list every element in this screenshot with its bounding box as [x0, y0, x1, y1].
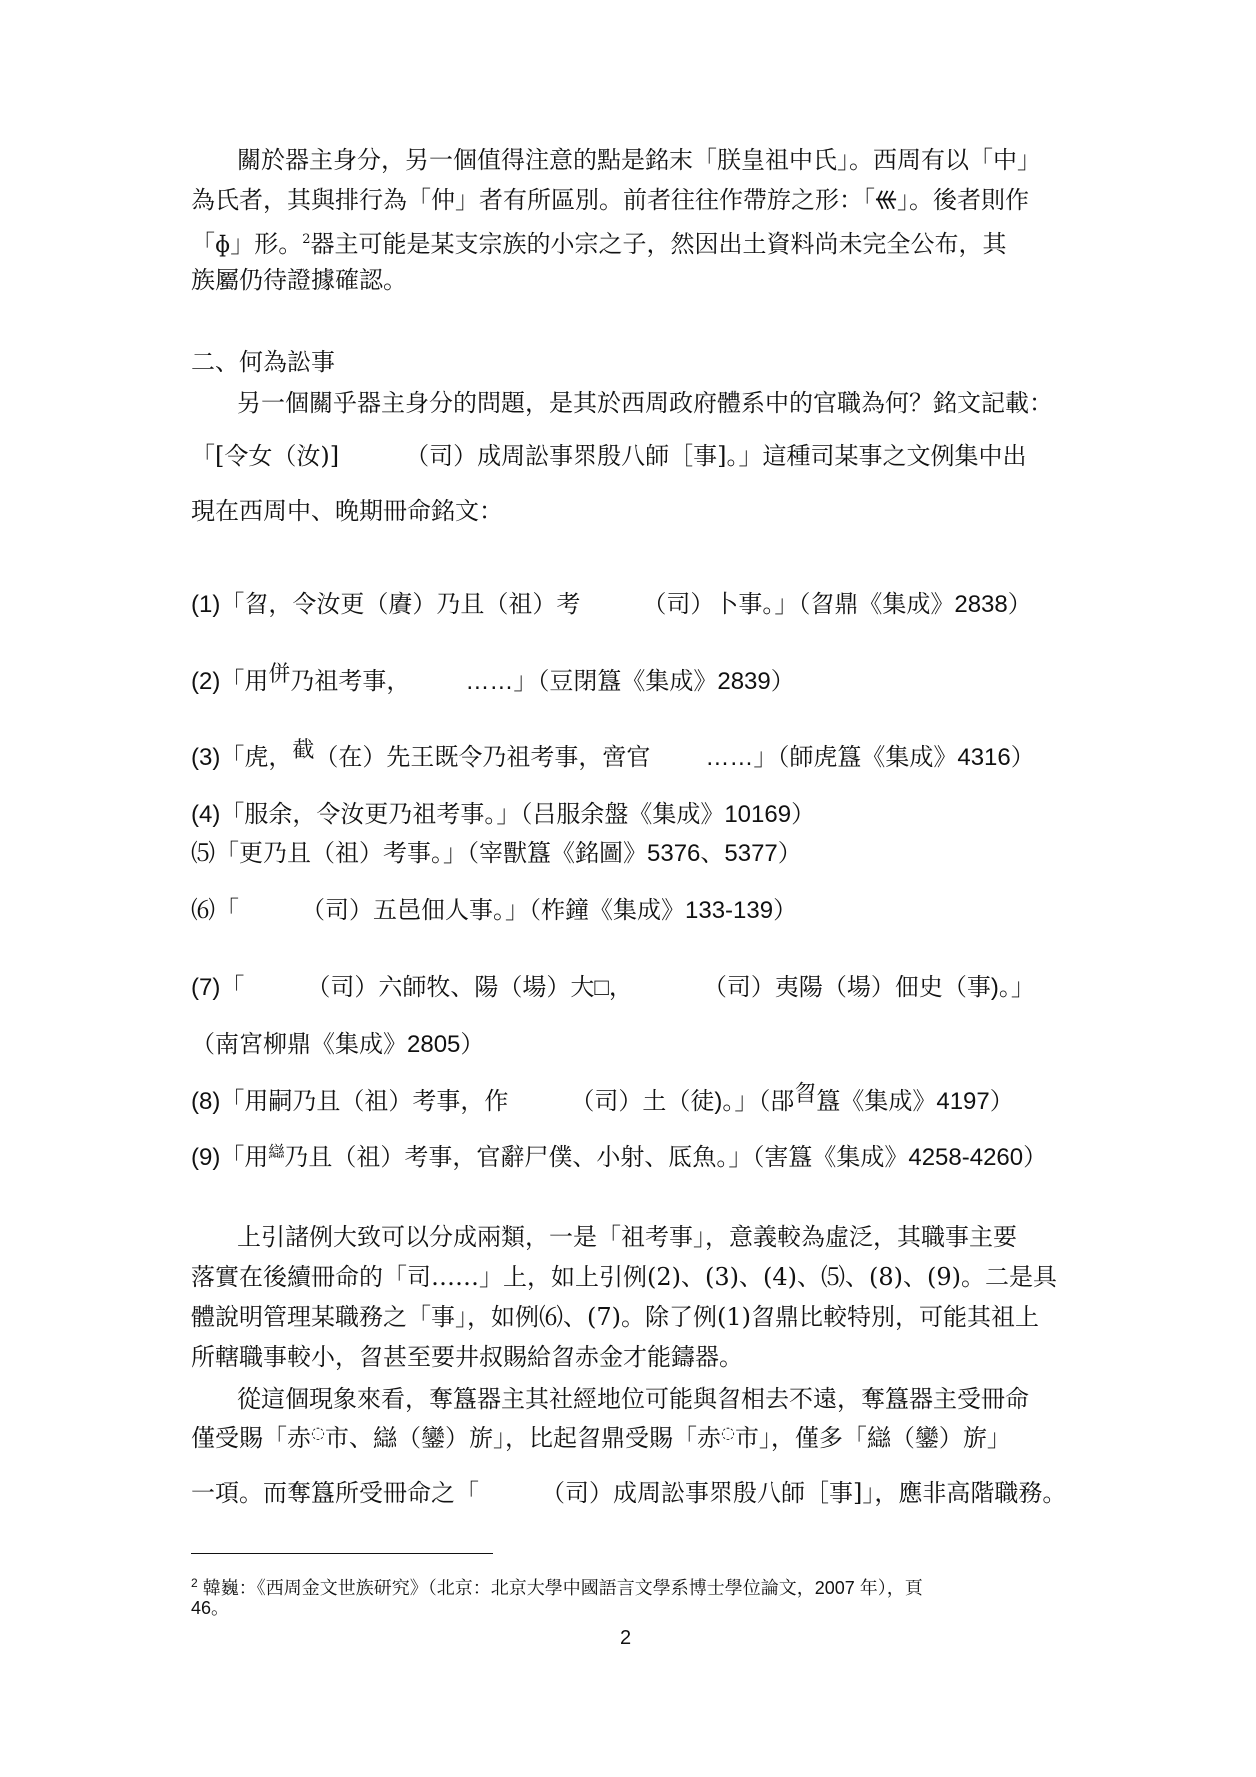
para4-line1: 從這個現象來看，奪簋器主其社經地位可能與曶相去不遠，奪簋器主受冊命 — [237, 1385, 1029, 1413]
archaic-glyph-icon: ◌ — [720, 1423, 735, 1442]
archaic-glyph-icon: 截 — [292, 737, 315, 762]
example-3: (3)「虎，截（在）先王既令乃祖考事，啻官 ……」（師虎簋《集成》4316） — [191, 737, 1035, 771]
example-1: (1)「曶，令汝更（賡）乃且（祖）考 （司）卜事。」（曶鼎《集成》2838） — [191, 591, 1032, 618]
section2-line1: 另一個關乎器主身分的問題，是其於西周政府體系中的官職為何？銘文記載： — [237, 389, 1053, 417]
footnote-line2: 46。 — [191, 1598, 230, 1618]
section2-line2: 「[令女（汝)] （司）成周訟事眔殷八師［事]。」這種司某事之文例集中出 — [191, 442, 1027, 470]
example-7-source: （南宮柳鼎《集成》2805） — [191, 1031, 485, 1058]
footnote-ref[interactable]: 2 — [302, 232, 311, 247]
para4-line2: 僅受賜「赤◌市、䜌（鑾）旂」，比起曶鼎受賜「赤◌市」，僅多「䜌（鑾）旂」 — [191, 1423, 1011, 1456]
footnote-line1: $^2$ 韓巍：《西周金文世族研究》（北京：北京大學中國語言文學系博士學位論文，2007 年），頁 — [191, 1576, 923, 1598]
example-2: (2)「用併乃祖考事， ……」（豆閉簋《集成》2839） — [191, 661, 795, 695]
archaic-glyph-icon: 併 — [268, 661, 291, 686]
para4-line3: 一項。而奪簋所受冊命之「 （司）成周訟事眔殷八師［事]」，應非高階職務。 — [191, 1479, 1067, 1507]
para3-line2: 落實在後續冊命的「司……」上，如上引例(2)、(3)、(4)、⑸、(8)、(9)。二是具 — [191, 1263, 1057, 1291]
archaic-glyph-icon: 䜌 — [268, 1144, 285, 1161]
para1-line1: 關於器主身分，另一個值得注意的點是銘末「朕皇祖中氏」。西周有以「中」 — [237, 146, 1041, 174]
example-7: (7)「 （司）六師牧、陽（場）大□， （司）夷陽（場）佃史（事)。」 — [191, 974, 1035, 1001]
section-heading: 二、何為訟事 — [191, 348, 335, 376]
example-9: (9)「用䜌乃且（祖）考事，官辭尸僕、小射、厎魚。」（害簋《集成》4258-4260） — [191, 1143, 1047, 1176]
section2-line3: 現在西周中、晚期冊命銘文： — [191, 497, 503, 525]
example-8: (8)「用嗣乃且（祖）考事，作 （司）土（徒)。」（郘㫚簋《集成》4197） — [191, 1081, 1014, 1115]
para1-line4: 族屬仍待證據確認。 — [191, 266, 407, 294]
footnote-divider — [191, 1553, 493, 1554]
zhong-glyph-icon: ɸ — [215, 233, 231, 258]
example-4: (4)「服余，令汝更乃祖考事。」（吕服余盤《集成》10169） — [191, 801, 816, 828]
para3-line1: 上引諸例大致可以分成兩類，一是「祖考事」，意義較為虛泛，其職事主要 — [237, 1223, 1017, 1251]
para1-line3: 「ɸ」形。$^2$器主可能是某支宗族的小宗之子，然因出土資料尚未完全公布，其 — [191, 225, 1007, 261]
para3-line4: 所轄職事較小，曶甚至要井叔賜給曶赤金才能鑄器。 — [191, 1343, 743, 1371]
archaic-glyph-icon: ◌ — [311, 1423, 325, 1442]
footnote-number: 2 — [191, 1576, 198, 1590]
banner-zhong-glyph-icon: 𡿧 — [875, 189, 898, 214]
para1-line2: 為氏者，其與排行為「仲」者有所區別。前者往往作帶斿之形：「𡿧」。後者則作 — [191, 185, 1029, 217]
example-5: ⑸「更乃且（祖）考事。」（宰獸簋《銘圖》5376、5377） — [191, 840, 802, 867]
archaic-glyph-icon: 㫚 — [794, 1081, 817, 1106]
example-6: ⑹「 （司）五邑佃人事。」（柞鐘《集成》133-139） — [191, 897, 798, 924]
para3-line3: 體說明管理某職務之「事」，如例⑹、(7)。除了例(1)曶鼎比較特別，可能其祖上 — [191, 1303, 1039, 1331]
page-number: 2 — [620, 1627, 632, 1649]
